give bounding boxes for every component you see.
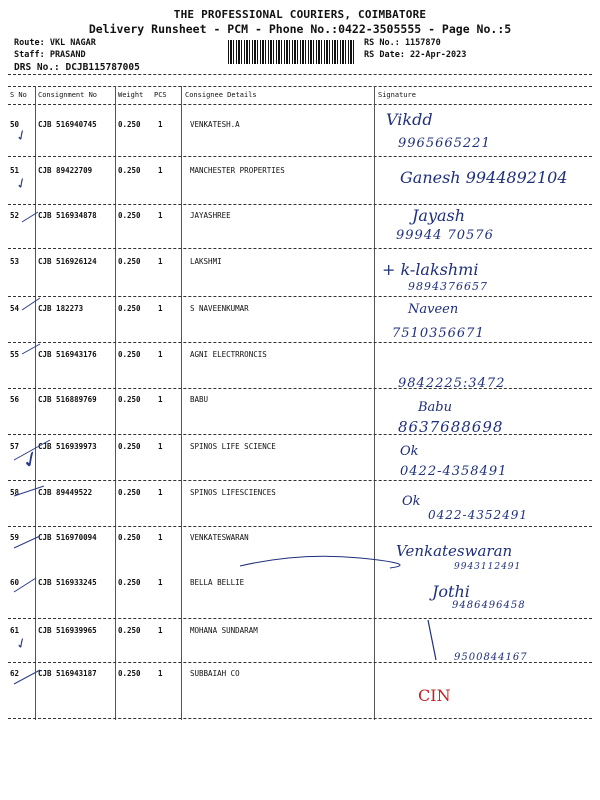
row-consignment: CJB 516940745	[38, 120, 97, 129]
row-sno: 52	[10, 211, 20, 220]
row-weight: 0.250	[118, 395, 141, 404]
row-weight: 0.250	[118, 350, 141, 359]
table-row	[0, 158, 600, 204]
signature-phone: 9500844167	[454, 652, 528, 663]
row-consignment: CJB 182273	[38, 304, 84, 313]
row-consignment: CJB 516939965	[38, 626, 97, 635]
staff-label: Staff: PRASAND	[14, 50, 86, 60]
row-sno: 50	[10, 120, 20, 129]
row-pcs: 1	[158, 304, 163, 313]
divider	[8, 104, 592, 105]
row-weight: 0.250	[118, 669, 141, 678]
signature-phone: 9943112491	[454, 562, 522, 572]
row-sno: 56	[10, 395, 20, 404]
row-consignment: CJB 516889769	[38, 395, 97, 404]
table-row	[0, 110, 600, 156]
signature-text: Babu	[418, 400, 452, 415]
row-weight: 0.250	[118, 257, 141, 266]
table-row	[0, 342, 600, 391]
row-sno: 60	[10, 578, 20, 587]
signature-phone: 9894376657	[408, 280, 488, 293]
table-row	[0, 250, 600, 296]
drs-number: DRS No.: DCJB115787005	[14, 62, 140, 73]
table-row	[0, 296, 600, 342]
row-pcs: 1	[158, 120, 163, 129]
signature-text: Ok	[400, 444, 419, 459]
row-consignment: CJB 516933245	[38, 578, 97, 587]
row-divider	[8, 248, 592, 249]
company-title: THE PROFESSIONAL COURIERS, COIMBATORE	[173, 8, 427, 21]
signature-phone: 9842225:3472	[398, 376, 506, 391]
rs-date: RS Date: 22-Apr-2023	[364, 50, 467, 60]
header-sno: S No	[10, 91, 27, 99]
signature-phone: 9965665221	[398, 136, 491, 151]
signature-phone: 9486496458	[452, 600, 526, 611]
row-pcs: 1	[158, 488, 163, 497]
signature-text: Ganesh 9944892104	[400, 168, 568, 187]
row-pcs: 1	[158, 211, 163, 220]
row-consignee: BELLA BELLIE	[190, 578, 245, 587]
divider	[8, 74, 592, 75]
table-row	[0, 388, 600, 434]
header-pcs: PCS	[154, 91, 167, 99]
signature-phone: 8637688698	[398, 418, 504, 436]
signature-phone: 0422-4352491	[428, 508, 529, 522]
row-consignment: CJB 516943176	[38, 350, 97, 359]
row-consignment: CJB 516970094	[38, 533, 97, 542]
rs-number: RS No.: 1157870	[364, 38, 441, 48]
row-sno: 61	[10, 626, 20, 635]
row-weight: 0.250	[118, 442, 141, 451]
row-consignee: BABU	[190, 395, 209, 404]
header-weight: Weight	[118, 91, 144, 99]
signature-text: Ok	[402, 494, 421, 509]
signature-text: CIN	[418, 686, 451, 705]
table-row	[0, 480, 600, 526]
signature-text: Vikdd	[386, 110, 433, 129]
row-sno: 51	[10, 166, 20, 175]
row-consignee: AGNI ELECTRRONCIS	[190, 350, 267, 359]
row-consignee: LAKSHMI	[190, 257, 222, 266]
row-consignee: MANCHESTER PROPERTIES	[190, 166, 285, 175]
delivered-tick-icon: ✓	[13, 126, 31, 146]
row-consignment: CJB 516939973	[38, 442, 97, 451]
row-consignment: CJB 516926124	[38, 257, 97, 266]
row-divider	[8, 718, 592, 719]
row-pcs: 1	[158, 350, 163, 359]
row-sno: 57	[10, 442, 20, 451]
row-pcs: 1	[158, 166, 163, 175]
row-consignee: VENKATESH.A	[190, 120, 240, 129]
row-weight: 0.250	[118, 304, 141, 313]
row-pcs: 1	[158, 533, 163, 542]
signature-text: Venkateswaran	[396, 542, 513, 560]
row-pcs: 1	[158, 669, 163, 678]
route-label: Route: VKL NAGAR	[14, 38, 96, 48]
divider	[8, 86, 592, 87]
row-pcs: 1	[158, 395, 163, 404]
signature-phone: 7510356671	[392, 326, 485, 341]
row-sno: 59	[10, 533, 20, 542]
row-consignee: SUBBAIAH CO	[190, 669, 240, 678]
signature-text: Naveen	[408, 302, 459, 317]
row-weight: 0.250	[118, 166, 141, 175]
row-consignment: CJB 516943187	[38, 669, 97, 678]
row-sno: 62	[10, 669, 20, 678]
row-weight: 0.250	[118, 211, 141, 220]
row-pcs: 1	[158, 578, 163, 587]
signature-text: Jayash	[412, 206, 466, 225]
row-pcs: 1	[158, 257, 163, 266]
row-sno: 55	[10, 350, 20, 359]
row-consignee: JAYASHREE	[190, 211, 231, 220]
table-row	[0, 204, 600, 250]
table-row	[0, 526, 600, 572]
row-consignee: S NAVEENKUMAR	[190, 304, 249, 313]
row-sno: 58	[10, 488, 20, 497]
table-row	[0, 662, 600, 708]
row-consignee: SPINOS LIFESCIENCES	[190, 488, 276, 497]
row-sno: 54	[10, 304, 20, 313]
table-row	[0, 570, 600, 616]
row-consignment: CJB 516934878	[38, 211, 97, 220]
row-weight: 0.250	[118, 533, 141, 542]
row-pcs: 1	[158, 626, 163, 635]
header-consignment: Consignment No	[38, 91, 98, 99]
signature-phone: 99944 70576	[396, 228, 494, 243]
row-consignment: CJB 89422709	[38, 166, 93, 175]
row-consignment: CJB 89449522	[38, 488, 93, 497]
header-consignee: Consignee Details	[185, 91, 257, 99]
row-weight: 0.250	[118, 626, 141, 635]
row-divider	[8, 156, 592, 157]
row-consignee: MOHANA SUNDARAM	[190, 626, 258, 635]
barcode-image	[228, 40, 356, 64]
row-weight: 0.250	[118, 578, 141, 587]
runsheet-subtitle: Delivery Runsheet - PCM - Phone No.:0422-3505555 - Page No.:5	[88, 22, 512, 36]
delivered-tick-icon: ✓	[13, 174, 31, 194]
row-consignee: VENKATESWARAN	[190, 533, 249, 542]
signature-text: + k-lakshmi	[382, 260, 479, 279]
signature-phone: 0422-4358491	[400, 464, 508, 479]
signature-text: Jothi	[432, 582, 470, 601]
row-sno: 53	[10, 257, 20, 266]
delivered-tick-icon: ✓	[17, 445, 45, 476]
delivered-tick-icon: ✓	[13, 634, 31, 654]
row-weight: 0.250	[118, 120, 141, 129]
header-signature: Signature	[378, 91, 416, 99]
row-weight: 0.250	[118, 488, 141, 497]
row-consignee: SPINOS LIFE SCIENCE	[190, 442, 276, 451]
row-pcs: 1	[158, 442, 163, 451]
table-row	[0, 434, 600, 480]
table-row	[0, 618, 600, 664]
